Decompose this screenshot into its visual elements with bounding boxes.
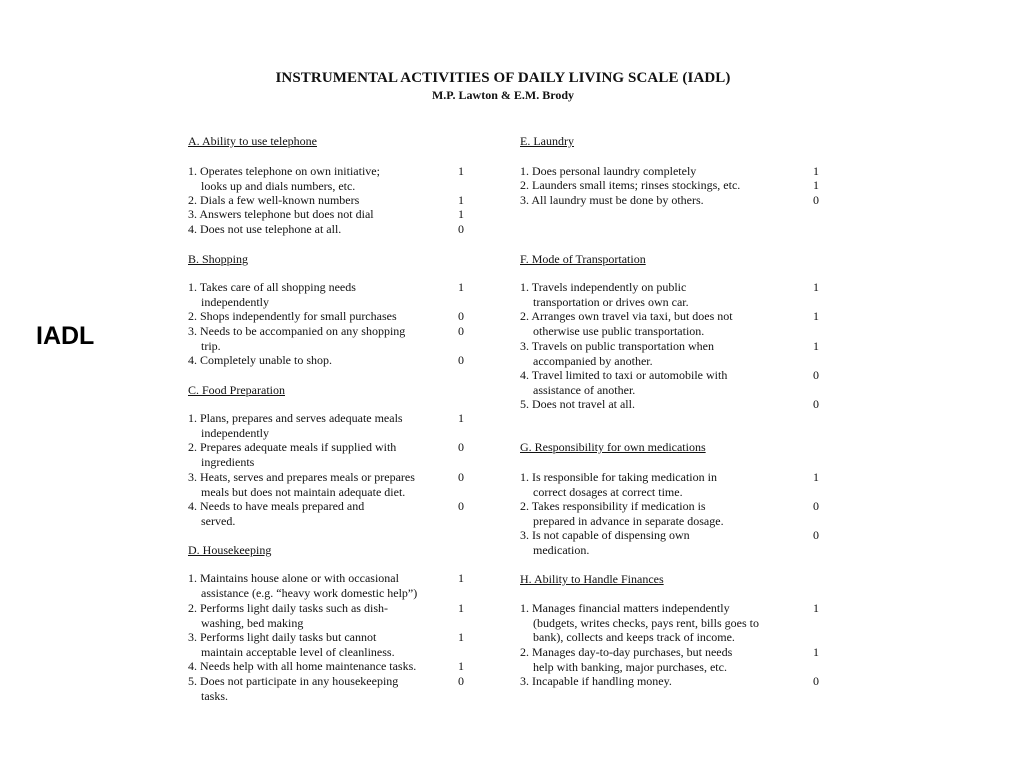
item-line: 1. Manages financial matters independently — [520, 601, 730, 615]
scale-item — [520, 339, 819, 368]
item-score: 1 — [458, 280, 464, 294]
scale-item — [520, 368, 819, 397]
scale-item — [188, 411, 464, 440]
item-score: 1 — [813, 164, 819, 178]
scale-item — [188, 499, 464, 528]
scale-item — [520, 164, 819, 179]
item-line: otherwise use public transportation. — [533, 323, 705, 338]
item-text — [188, 630, 395, 659]
item-score: 0 — [813, 397, 819, 411]
item-text — [520, 499, 724, 528]
item-line: tasks. — [201, 688, 228, 703]
item-line: maintain acceptable level of cleanliness. — [201, 644, 395, 659]
item-text — [188, 674, 398, 703]
item-score: 0 — [458, 222, 464, 236]
item-line: transportation or drives own car. — [533, 294, 689, 309]
item-line: assistance of another. — [533, 382, 636, 397]
item-text — [188, 207, 374, 222]
item-line: help with banking, major purchases, etc. — [533, 659, 727, 674]
item-line: 4. Needs to have meals prepared and — [188, 499, 365, 513]
item-line: 2. Arranges own travel via taxi, but does not — [520, 309, 733, 323]
scale-item — [520, 397, 819, 412]
item-text — [520, 178, 740, 193]
section-title: D. Housekeeping — [188, 543, 272, 557]
item-score: 1 — [813, 601, 819, 615]
item-line: ingredients — [201, 454, 255, 469]
item-score: 1 — [813, 280, 819, 294]
scale-item — [188, 193, 464, 208]
item-text — [188, 499, 364, 528]
scale-item — [520, 499, 819, 528]
item-score: 0 — [458, 470, 464, 484]
scale-item — [188, 309, 464, 324]
item-score: 1 — [458, 630, 464, 644]
scale-item — [188, 353, 464, 368]
item-score: 1 — [458, 193, 464, 207]
slide-label: IADL — [36, 322, 95, 350]
item-score: 1 — [458, 164, 464, 178]
item-score: 1 — [813, 645, 819, 659]
item-score: 0 — [458, 324, 464, 338]
scale-item — [188, 674, 464, 703]
item-line: 2. Manages day-to-day purchases, but needs — [520, 645, 733, 659]
item-text — [520, 164, 696, 179]
scale-item — [520, 470, 819, 499]
item-line: served. — [201, 513, 236, 528]
section-title: F. Mode of Transportation — [520, 252, 646, 266]
scale-item — [188, 601, 464, 630]
scale-item — [188, 164, 464, 193]
item-score: 0 — [458, 674, 464, 688]
scale-item — [188, 630, 464, 659]
item-line: assistance (e.g. “heavy work domestic help”) — [201, 585, 418, 600]
item-text — [188, 601, 388, 630]
item-line: trip. — [201, 338, 221, 353]
item-line: 1. Operates telephone on own initiative; — [188, 164, 380, 178]
item-score: 0 — [813, 528, 819, 542]
item-line: independently — [201, 294, 269, 309]
item-score: 1 — [458, 571, 464, 585]
item-score: 1 — [458, 411, 464, 425]
item-line: 1. Travels independently on public — [520, 280, 687, 294]
item-text — [520, 397, 635, 412]
scale-item — [188, 571, 464, 600]
section-title: G. Responsibility for own medications — [520, 440, 706, 454]
item-line: 4. Does not use telephone at all. — [188, 222, 342, 236]
item-text — [520, 309, 733, 338]
item-score: 0 — [458, 440, 464, 454]
item-text — [520, 280, 689, 309]
item-text — [188, 440, 396, 469]
item-line: bank), collects and keeps track of income. — [533, 630, 735, 645]
section-title: C. Food Preparation — [188, 383, 285, 397]
item-line: 1. Does personal laundry completely — [520, 164, 697, 178]
item-text — [188, 222, 341, 237]
item-score: 1 — [813, 309, 819, 323]
item-text — [188, 411, 403, 440]
item-line: 2. Shops independently for small purchases — [188, 309, 397, 323]
item-text — [188, 193, 359, 208]
document-subtitle: M.P. Lawton & E.M. Brody — [431, 88, 574, 102]
item-score: 0 — [813, 499, 819, 513]
item-line: 2. Takes responsibility if medication is — [520, 499, 706, 513]
item-text — [520, 339, 714, 368]
section-title: E. Laundry — [520, 134, 574, 148]
scale-item — [520, 280, 819, 309]
scale-item — [520, 178, 819, 193]
item-line: 3. Is not capable of dispensing own — [520, 528, 690, 542]
scale-item — [188, 207, 464, 222]
scale-item — [188, 440, 464, 469]
item-line: 5. Does not participate in any housekeeping — [188, 674, 399, 688]
item-score: 0 — [458, 353, 464, 367]
item-text — [520, 470, 717, 499]
scale-item — [520, 601, 819, 645]
item-score: 0 — [813, 368, 819, 382]
item-line: washing, bed making — [201, 615, 304, 630]
item-text — [520, 193, 704, 208]
item-line: 1. Maintains house alone or with occasional — [188, 571, 399, 585]
item-text — [188, 353, 332, 368]
scale-item — [188, 280, 464, 309]
item-text — [188, 164, 380, 193]
item-text — [520, 674, 672, 689]
item-score: 0 — [813, 193, 819, 207]
item-text — [188, 571, 417, 600]
section-title: B. Shopping — [188, 252, 249, 266]
item-line: 3. Travels on public transportation when — [520, 339, 714, 353]
item-line: 2. Dials a few well-known numbers — [188, 193, 360, 207]
scale-item — [188, 324, 464, 353]
item-line: 4. Travel limited to taxi or automobile with — [520, 368, 728, 382]
item-line: 5. Does not travel at all. — [520, 397, 635, 411]
scale-item — [520, 528, 819, 557]
scale-item — [188, 470, 464, 499]
item-score: 1 — [458, 601, 464, 615]
item-text — [188, 280, 356, 309]
scale-item — [520, 309, 819, 338]
item-line: looks up and dials numbers, etc. — [201, 178, 356, 193]
item-line: correct dosages at correct time. — [533, 484, 683, 499]
item-score: 0 — [458, 499, 464, 513]
item-line: 2. Launders small items; rinses stockings, etc. — [520, 178, 741, 192]
item-score: 1 — [813, 178, 819, 192]
item-text — [520, 368, 727, 397]
item-line: (budgets, writes checks, pays rent, bills goes to — [533, 615, 759, 630]
item-line: accompanied by another. — [533, 353, 653, 368]
scale-item — [188, 222, 464, 237]
item-line: 3. Performs light daily tasks but cannot — [188, 630, 377, 644]
item-score: 1 — [458, 659, 464, 673]
item-score: 0 — [458, 309, 464, 323]
item-score: 1 — [458, 207, 464, 221]
item-line: 1. Takes care of all shopping needs — [188, 280, 356, 294]
item-line: medication. — [533, 542, 590, 557]
item-line: 1. Plans, prepares and serves adequate meals — [188, 411, 403, 425]
item-text — [520, 645, 732, 674]
section-title: H. Ability to Handle Finances — [520, 572, 664, 586]
document-title: INSTRUMENTAL ACTIVITIES OF DAILY LIVING SCALE (IADL) — [275, 70, 731, 86]
item-line: 3. Heats, serves and prepares meals or prepares — [188, 470, 415, 484]
item-score: 0 — [813, 674, 819, 688]
scale-item — [520, 645, 819, 674]
scale-item — [520, 674, 819, 689]
item-text — [188, 309, 397, 324]
item-score: 1 — [813, 470, 819, 484]
scale-item — [520, 193, 819, 208]
item-text — [520, 601, 759, 645]
item-line: 2. Performs light daily tasks such as dish- — [188, 601, 388, 615]
item-line: 4. Needs help with all home maintenance tasks. — [188, 659, 417, 673]
item-text — [188, 324, 405, 353]
item-line: 3. Answers telephone but does not dial — [188, 207, 374, 221]
item-line: prepared in advance in separate dosage. — [533, 513, 724, 528]
item-line: meals but does not maintain adequate diet. — [201, 484, 406, 499]
item-line: 3. Needs to be accompanied on any shopping — [188, 324, 406, 338]
item-line: 1. Is responsible for taking medication in — [520, 470, 717, 484]
item-line: 2. Prepares adequate meals if supplied with — [188, 440, 397, 454]
item-text — [188, 659, 416, 674]
item-line: 4. Completely unable to shop. — [188, 353, 332, 367]
item-line: 3. All laundry must be done by others. — [520, 193, 704, 207]
item-score: 1 — [813, 339, 819, 353]
item-line: 3. Incapable if handling money. — [520, 674, 672, 688]
item-line: independently — [201, 425, 269, 440]
section-title: A. Ability to use telephone — [188, 134, 317, 148]
scale-item — [188, 659, 464, 674]
item-text — [520, 528, 690, 557]
item-text — [188, 470, 415, 499]
